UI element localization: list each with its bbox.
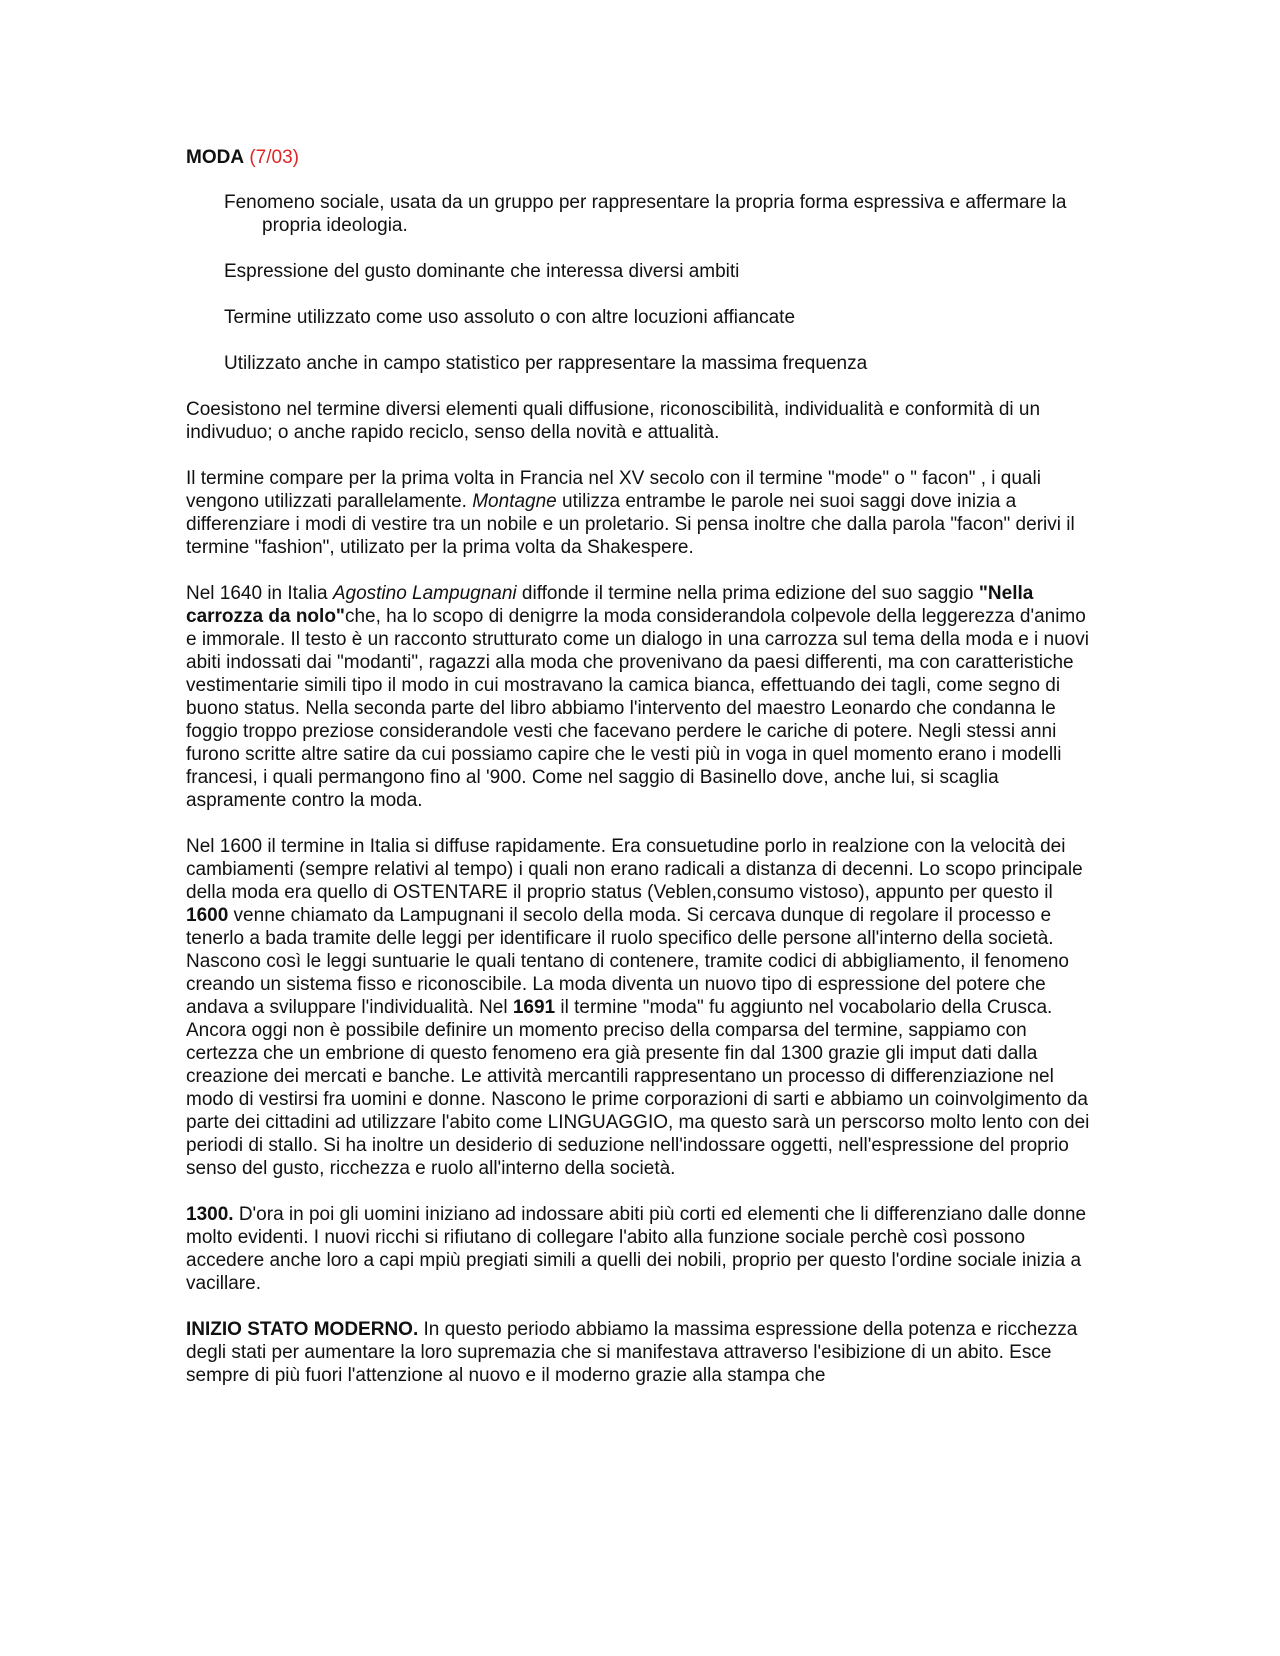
italic-montagne: Montagne: [472, 491, 557, 512]
bold-book-title: "Nella carrozza da nolo": [186, 583, 1034, 627]
paragraph-origine-francia: Il termine compare per la prima volta in Francia nel XV secolo con il termine "mode" o " facon" , i quali vengono utilizzati parallelamente. Montagne utilizza entrambe le parole nei suoi saggi dove inizia a differenziare i modi di vestire tra un nobile e un proletario. Si pensa inoltre che dalla parola "facon" derivi il termine "fashion", utilizato per la prima volta da Shakespere.: [186, 468, 1075, 558]
list-item: Espressione del gusto dominante che interessa diversi ambiti: [224, 261, 740, 282]
paragraph-1600: Nel 1600 il termine in Italia si diffuse rapidamente. Era consuetudine porlo in realzione con la velocità dei cambiamenti (sempre relativi al tempo) i quali non erano radicali a distanza di decenni. Lo scopo principale della moda era quello di OSTENTARE il proprio status (Veblen,consumo vistoso), appunto per questo il 1600 venne chiamato da Lampugnani il secolo della moda. Si cercava dunque di regolare il processo e tenerlo a bada tramite delle leggi per identificare il ruolo specifico delle persone all'interno della società. Nascono così le leggi suntuarie le quali tentano di contenere, tramite codici di abbigliamento, il fenomeno creando un sistema fisso e riconoscibile. La moda diventa un nuovo tipo di espressione del potere che andava a sviluppare l'individualità. Nel 1691 il termine "moda" fu aggiunto nel vocabolario della Crusca. Ancora oggi non è possibile definire un momento preciso della comparsa del termine, sappiamo con certezza che un embrione di questo fenomeno era già presente fin dal 1300 grazie gli imput dati dalla creazione dei mercati e banche. Le attività mercantili rappresentano un processo di differenziazione nel modo di vestirsi fra uomini e donne. Nascono le prime corporazioni di sarti e abbiamo un coinvolgimento da parte dei cittadini ad utilizzare l'abito come LINGUAGGIO, ma questo sarà un perscorso molto lento con dei periodi di stallo. Si ha inoltre un desiderio di seduzione nell'indossare oggetti, nell'espressione del proprio senso del gusto, ricchezza e ruolo all'interno della società.: [186, 836, 1090, 1179]
page-title: [186, 146, 1098, 169]
bold-stato-moderno: INIZIO STATO MODERNO.: [186, 1319, 419, 1340]
list-item: Termine utilizzato come uso assoluto o con altre locuzioni affiancate: [224, 307, 796, 328]
title-text: MODA: [186, 147, 245, 168]
title-date: (7/03): [249, 147, 299, 168]
list-item: Utilizzato anche in campo statistico per rappresentare la massima frequenza: [224, 353, 868, 374]
bold-1691: 1691: [512, 997, 556, 1018]
paragraph-1300: 1300. D'ora in poi gli uomini iniziano ad indossare abiti più corti ed elementi che li differenziano dalle donne molto evidenti. I nuovi ricchi si rifiutano di collegare l'abito alla funzione sociale perchè così possono accedere anche loro a capi mpiù pregiati simili a quelli dei nobili, proprio per questo l'ordine sociale inizia a vacillare.: [186, 1204, 1087, 1294]
paragraph-stato-moderno: INIZIO STATO MODERNO. In questo periodo abbiamo la massima espressione della potenza e ricchezza degli stati per aumentare la loro supremazia che si manifestava attraverso l'esibizione di un abito. Esce sempre di più fuori l'attenzione al nuovo e il moderno grazie alla stampa che: [186, 1319, 1078, 1386]
paragraph-coesistono: Coesistono nel termine diversi elementi quali diffusione, riconoscibilità, individualità e conformità di un indivuduo; o anche rapido reciclo, senso della novità e attualità.: [186, 399, 1041, 443]
bold-1300: 1300.: [186, 1204, 234, 1225]
list-item: Fenomeno sociale, usata da un gruppo per rappresentare la propria forma espressiva e affermare la propria ideologia.: [224, 192, 1067, 236]
document-body: [186, 146, 1098, 1410]
paragraph-1640-italia: Nel 1640 in Italia Agostino Lampugnani diffonde il termine nella prima edizione del suo saggio "Nella carrozza da nolo"che, ha lo scopo di denigrre la moda considerandola colpevole della leggerezza d'animo e immorale. Il testo è un racconto strutturato come un dialogo in una carrozza sul tema della moda e i nuovi abiti indossati dai "modanti", ragazzi alla moda che provenivano da paesi differenti, ma con caratteristiche vestimentarie simili tipo il modo in cui mostravano la camica bianca, effettuando dei tagli, come segno di buono status. Nella seconda parte del libro abbiamo l'intervento del maestro Leonardo che condanna le foggio troppo preziose considerandole vesti che facevano perdere le cariche di potere. Negli stessi anni furono scritte altre satire da cui possiamo capire che le vesti più in voga in quel momento erano i modelli francesi, i quali permangono fino al '900. Come nel saggio di Basinello dove, anche lui, si scaglia aspramente contro la moda.: [186, 583, 1089, 811]
bold-1600: 1600: [186, 905, 229, 926]
italic-lampugnani: Agostino Lampugnani: [332, 583, 517, 604]
